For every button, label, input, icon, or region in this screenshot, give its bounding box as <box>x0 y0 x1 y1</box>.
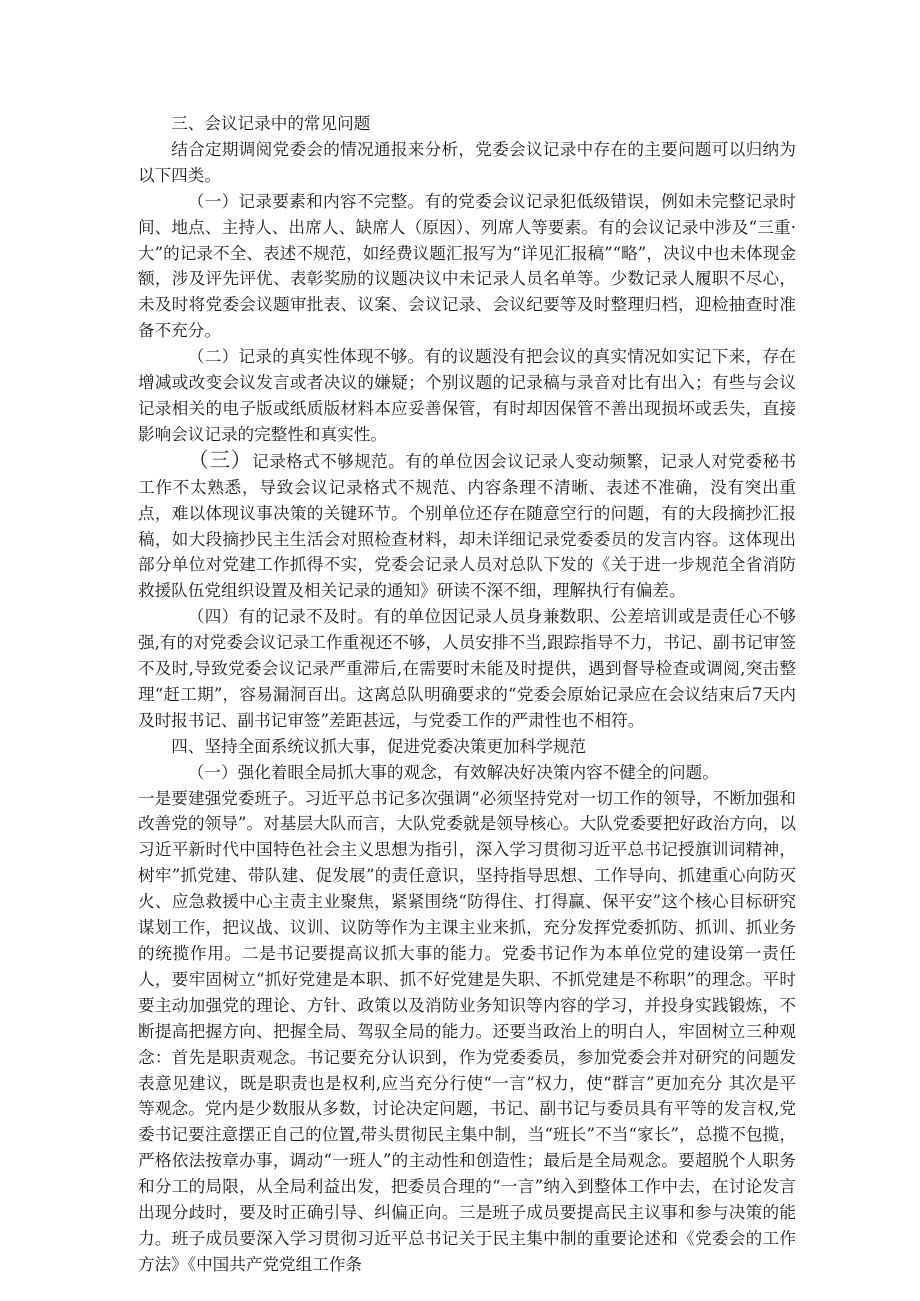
section4-body: 一是要建强党委班子。习近平总书记多次强调“必须坚持党对一切工作的领导，不断加强和改善党的领导”。对基层大队而言，大队党委就是领导核心。大队党委要把好政治方向，以习近平新时代中国特色社会主义思想为指引，深入学习贯彻习近平总书记授旗训词精神，树牢”抓党建、带队建、促发展”的责任意识，坚持指导思想、工作导向、抓建重心向防灭火、应急救援中心主责主业聚焦，紧紧围绕“防得住、打得赢、保平安”这个核心目标研究谋划工作，把议战、议训、议防等作为主课主业来抓，充分发挥党委抓防、抓训、抓业务的统揽作用。二是书记要提高议抓大事的能力。党委书记作为本单位党的建设第一责任人，要牢固树立“抓好党建是本职、抓不好党建是失职、不抓党建是不称职”的理念。平时要主动加强党的理论、方针、政策以及消防业务知识等内容的学习，并投身实践锻炼，不断提高把握方向、把握全局、驾驭全局的能力。还要当政治上的明白人，牢固树立三种观念：首先是职责观念。书记要充分认识到，作为党委委员，参加党委会并对研究的问题发表意见建议，既是职责也是权利,应当充分行使“一言”权力，使“群言”更加充分 其次是平等观念。党内是少数服从多数，讨论决定问题，书记、副书记与委员具有平等的发言权,党委书记要注意摆正自己的位置,带头贯彻民主集中制，当“班长”不当“家长”，总揽不包揽，严格依法按章办事，调动“一班人”的主动性和创造性；最后是全局观念。要超脱个人职务和分工的局限，从全局利益出发，把委员合理的“一言”纳入到整体工作中去，在讨论发言出现分歧时，要及时正确引导、纠偏正向。三是班子成员要提高民主议事和参与决策的能力。班子成员要深入学习贯彻习近平总书记关于民主集中制的重要论述和《党委会的工作方法》《中国共产党党组工作条 <box>138 788 796 1274</box>
issue3-text: 记录格式不够规范。有的单位因会议记录人变动频繁，记录人对党委秘书工作不太熟悉，导致会议记录格式不规范、内容条理不清晰、表述不准确，没有突出重点，难以体现议事决策的关键环节。个别单位还存在随意空行的问题，有的大段摘抄汇报稿，如大段摘抄民主生活会对照检查材料，却未详细记录党委委员的发言内容。这体现出部分单位对党建工作抓得不实，党委会记录人员对总队下发的《关于进一步规范全省消防救援队伍党组织设置及相关记录的通知》研读不深不细，理解执行有偏差。 <box>138 451 797 601</box>
section3-title: 三、会议记录中的常见问题 <box>171 114 371 133</box>
section4-title: 四、坚持全面系统议抓大事，促进党委决策更加科学规范 <box>171 736 587 756</box>
document-body <box>138 111 796 1278</box>
section3-intro: 结合定期调阅党委会的情况通报来分析，党委会议记录中存在的主要问题可以归纳为以下四类。 <box>138 139 796 185</box>
issue3-marker: （三） <box>187 447 253 472</box>
issue1-paragraph: （一）记录要素和内容不完整。有的党委会议记录犯低级错误，例如未完整记录时间、地点、主持人、出席人、缺席人（原因）、列席人等要素。有的会议记录中涉及“三重·大”的记录不全、表述不规范，如经费议题汇报写为“详见汇报稿”“略”，决议中也未体现金额，涉及评先评优、表彰奖励的议题决议中未记录人员名单等。少数记录人履职不尽心，未及时将党委会议题审批表、议案、会议记录、会议纪要等及时整理归档，迎检抽查时准备不充分。 <box>138 191 796 341</box>
issue2-paragraph: （二）记录的真实性体现不够。有的议题没有把会议的真实情况如实记下来，存在增减或改变会议发言或者决议的嫌疑；个别议题的记录稿与录音对比有出入；有些与会议记录相关的电子版或纸质版材料本应妥善保管，有时却因保管不善出现损坏或丢失，直接影响会议记录的完整性和真实性。 <box>138 347 796 444</box>
issue3-paragraph <box>138 448 796 604</box>
section4-subheading: （一）强化着眼全局抓大事的观念，有效解决好决策内容不健全的问题。 <box>187 762 719 782</box>
issue4-paragraph: （四）有的记录不及时。有的单位因记录人员身兼数职、公差培训或是责任心不够强,有的对党委会议记录工作重视还不够，人员安排不当,跟踪指导不力，书记、副书记审签不及时,导致党委会议记录严重滞后,在需要时未能及时提供，遇到督导检查或调阅,突击整理“赶工期”，容易漏洞百出。这离总队明确要求的“党委会原始记录应在会议结束后7天内及时报书记、副书记审签”差距甚远，与党委工作的严肃性也不相符。 <box>138 607 796 730</box>
